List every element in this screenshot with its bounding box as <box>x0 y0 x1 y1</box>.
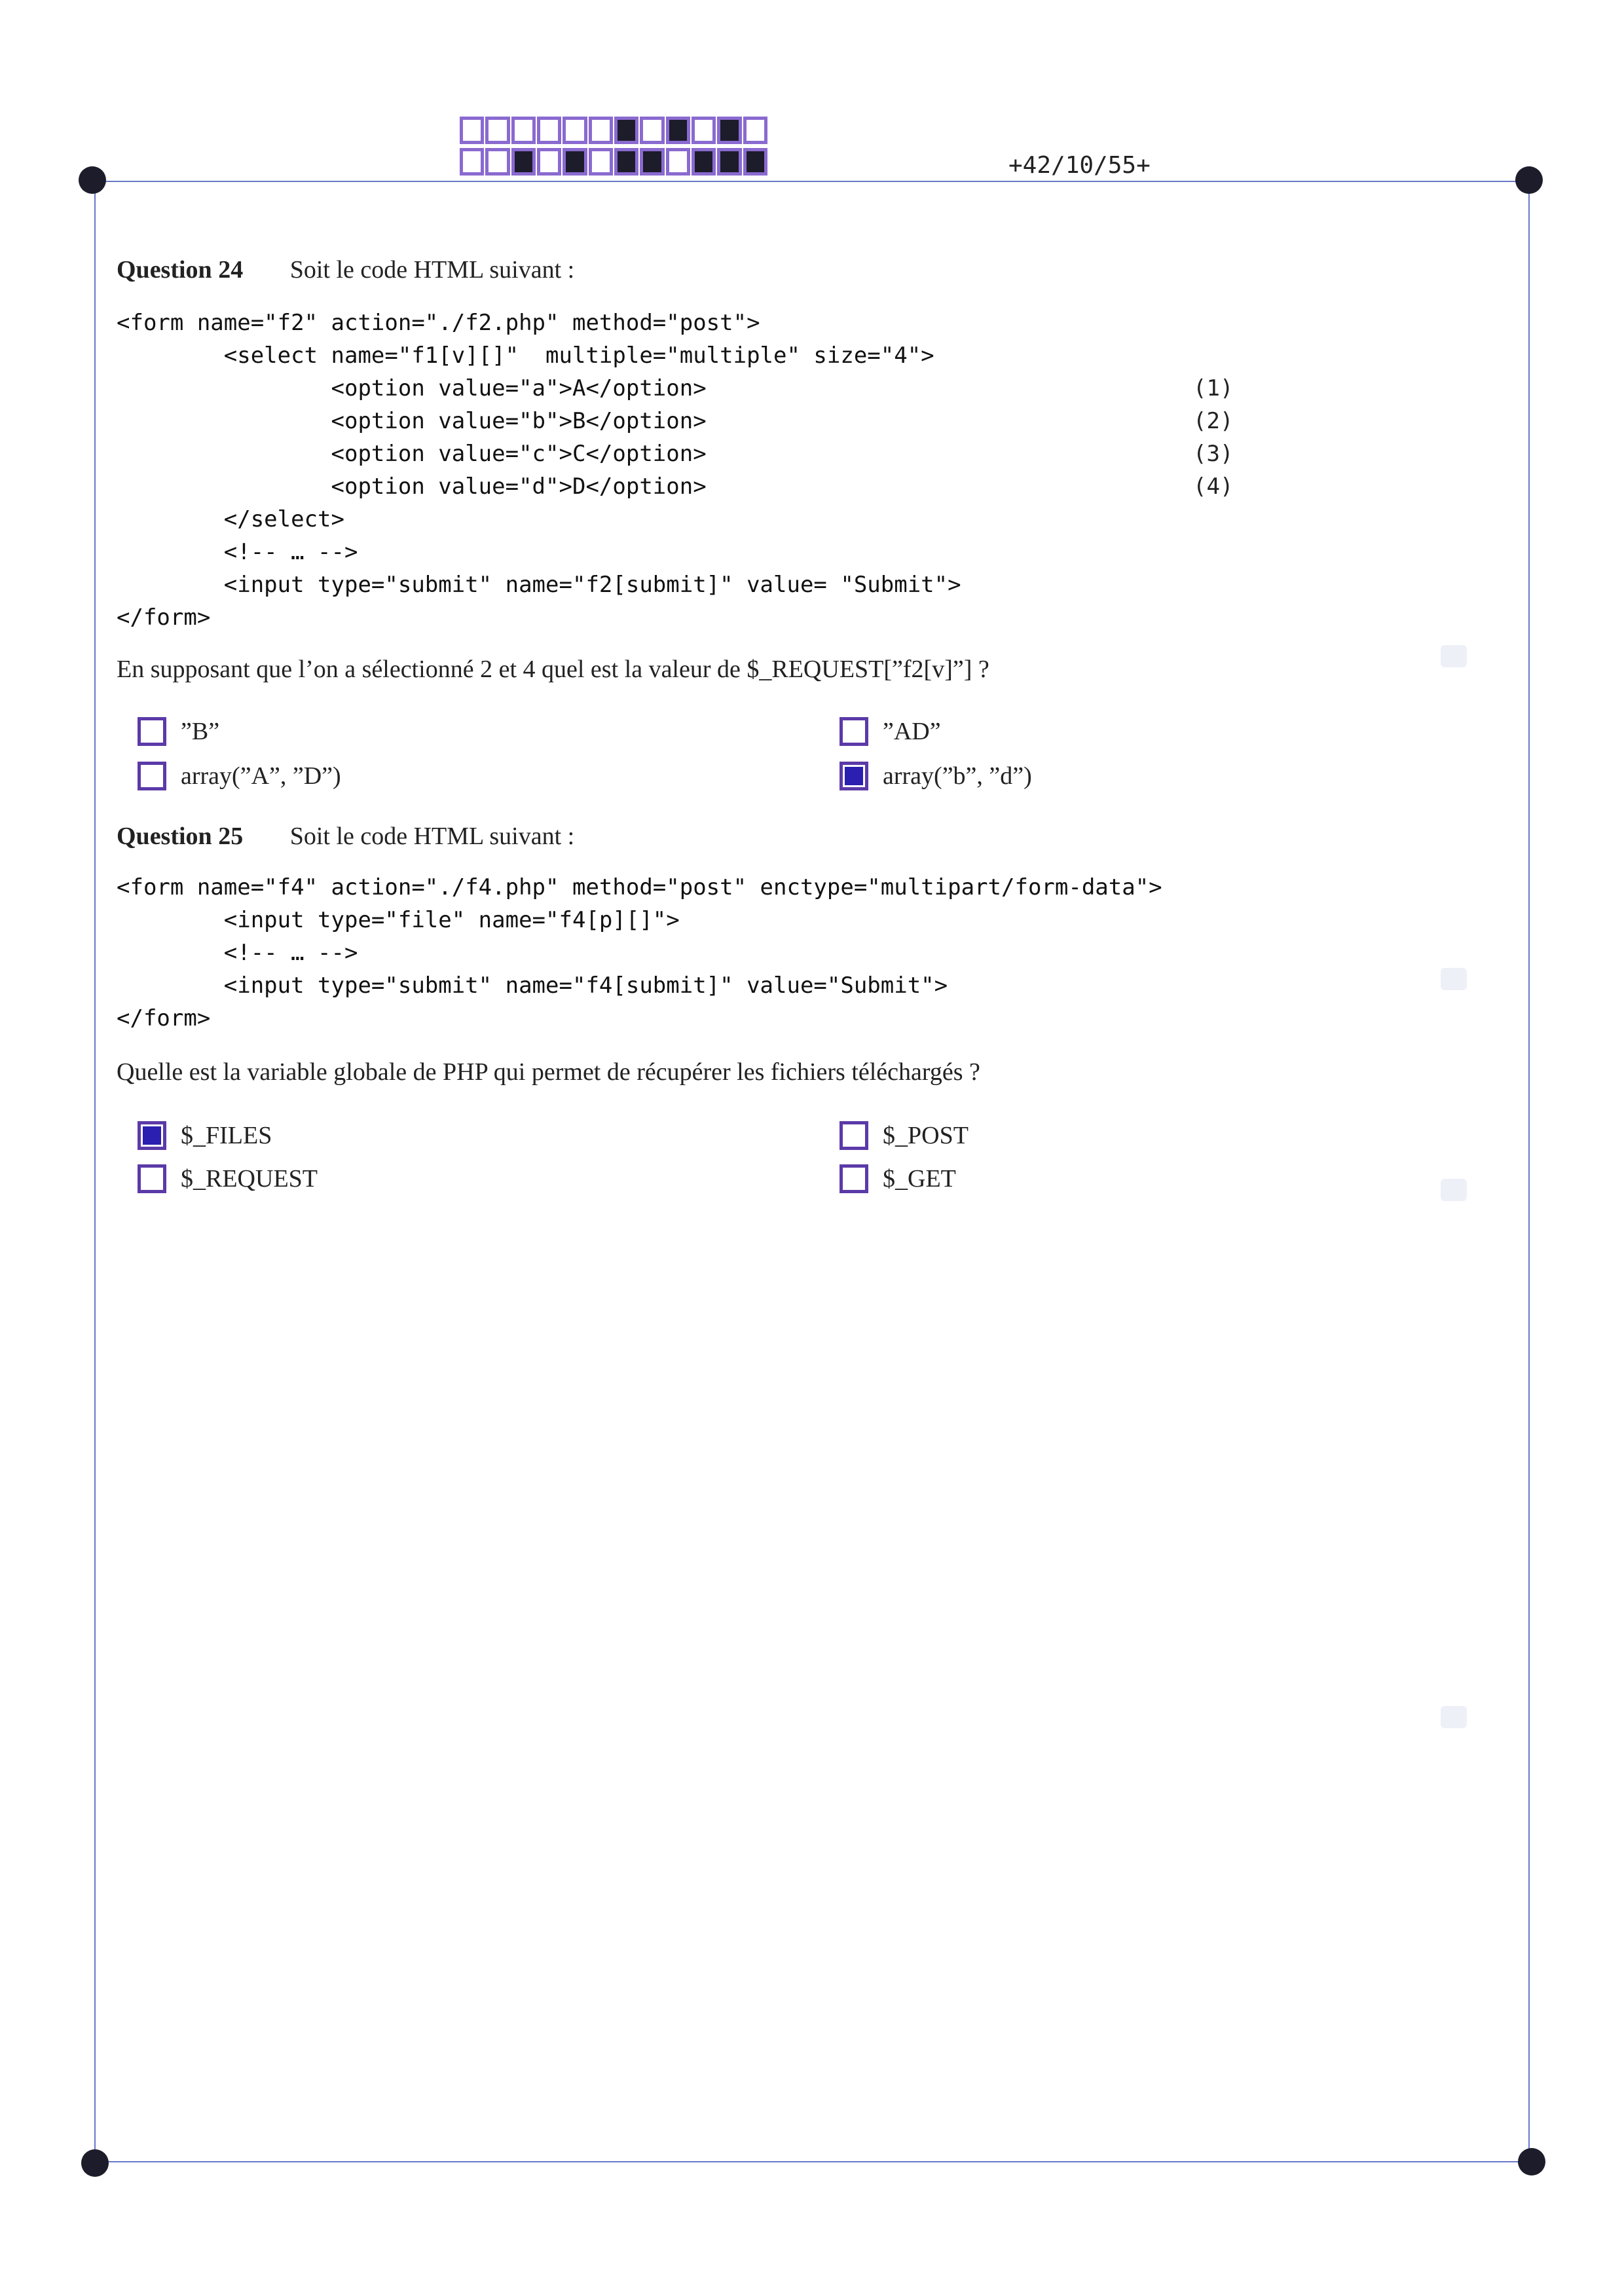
q24-answer-2[interactable] <box>840 717 941 746</box>
barcode-row-2 <box>460 148 767 176</box>
barcode-cell <box>614 117 638 144</box>
barcode-cell <box>511 117 536 144</box>
question-24-title: Soit le code HTML suivant : <box>289 256 575 284</box>
q24-answer-3[interactable] <box>138 762 341 790</box>
corner-mark-bottom-left <box>81 2149 109 2177</box>
scan-artifact <box>1441 968 1467 990</box>
q24-answer-4-label: array(”b”, ”d”) <box>883 762 1032 790</box>
q25-answer-1-checkbox[interactable] <box>138 1121 166 1150</box>
corner-mark-bottom-right <box>1518 2148 1545 2176</box>
barcode-cell <box>640 148 664 176</box>
q24-answer-1-checkbox[interactable] <box>138 717 166 746</box>
corner-mark-top-left <box>79 166 106 194</box>
barcode-cell <box>511 148 536 176</box>
q25-answer-2[interactable] <box>840 1121 969 1150</box>
q25-answer-1-label: $_FILES <box>181 1122 272 1149</box>
q25-answer-1[interactable] <box>138 1121 272 1150</box>
question-24-label: Question 24 <box>117 256 244 284</box>
scan-artifact <box>1441 1706 1467 1728</box>
q25-answer-2-checkbox[interactable] <box>840 1121 868 1150</box>
q24-answer-2-checkbox[interactable] <box>840 717 868 746</box>
q24-answer-1[interactable] <box>138 717 219 746</box>
barcode-cell <box>589 117 613 144</box>
barcode-cell <box>743 117 767 144</box>
scan-artifact <box>1441 645 1467 667</box>
barcode-cell <box>692 117 716 144</box>
barcode-cell <box>537 117 561 144</box>
corner-mark-top-right <box>1515 166 1543 194</box>
barcode-cell <box>485 148 509 176</box>
question-25-title: Soit le code HTML suivant : <box>289 823 575 850</box>
barcode-cell <box>640 117 664 144</box>
question-25-code: <form name="f4" action="./f4.php" method="post" enctype="multipart/form-data"> <input type="file" name="f4[p][]"> <!-- … --> <input type="submit" name="f4[submit]" value="Submit"> </form> <box>117 874 1162 1031</box>
question-25-header <box>117 822 574 851</box>
q25-answer-4-label: $_GET <box>883 1165 956 1193</box>
q24-answer-4-checkbox[interactable] <box>840 762 868 790</box>
q25-answer-3[interactable] <box>138 1164 318 1193</box>
q24-answer-1-label: ”B” <box>181 718 220 745</box>
q25-answer-4-checkbox[interactable] <box>840 1164 868 1193</box>
question-24-code: <form name="f2" action="./f2.php" method="post"> <select name="f1[v][]" multiple="multiple" size="4"> <option value="a">A</option> <option value="b">B</option> <option value="c">C</option> <option value="d">D</option> </select> <!-- … --> <input type="submit" name="f2[submit]" value= "Submit"> </form> <box>117 310 961 631</box>
q25-answer-3-checkbox[interactable] <box>138 1164 166 1193</box>
barcode-cell <box>692 148 716 176</box>
page-id: +42/10/55+ <box>1008 152 1151 179</box>
barcode-cell <box>460 148 484 176</box>
q24-answer-4[interactable] <box>840 762 1032 790</box>
q25-answer-4[interactable] <box>840 1164 956 1193</box>
q24-answer-3-label: array(”A”, ”D”) <box>181 762 341 790</box>
question-24-header <box>117 255 574 284</box>
barcode-row-1 <box>460 117 767 144</box>
question-25-label: Question 25 <box>117 823 244 850</box>
q24-answer-2-label: ”AD” <box>883 718 941 745</box>
barcode-cell <box>717 117 741 144</box>
question-24-line-numbers: (1) (2) (3) (4) <box>1193 375 1234 500</box>
barcode-cell <box>460 117 484 144</box>
barcode-cell <box>666 117 690 144</box>
q24-answer-3-checkbox[interactable] <box>138 762 166 790</box>
barcode-cell <box>537 148 561 176</box>
barcode-cell <box>485 117 509 144</box>
barcode-cell <box>563 148 587 176</box>
question-25-prompt: Quelle est la variable globale de PHP qui permet de récupérer les fichiers téléchargés ? <box>117 1058 980 1086</box>
barcode-cell <box>589 148 613 176</box>
q25-answer-3-label: $_REQUEST <box>181 1165 318 1193</box>
barcode-cell <box>743 148 767 176</box>
barcode-cell <box>666 148 690 176</box>
barcode-cell <box>614 148 638 176</box>
q25-answer-2-label: $_POST <box>883 1122 969 1149</box>
barcode-cell <box>563 117 587 144</box>
scan-artifact <box>1441 1179 1467 1201</box>
question-24-prompt: En supposant que l’on a sélectionné 2 et 4 quel est la valeur de $_REQUEST[”f2[v]”] ? <box>117 656 989 683</box>
barcode-cell <box>717 148 741 176</box>
